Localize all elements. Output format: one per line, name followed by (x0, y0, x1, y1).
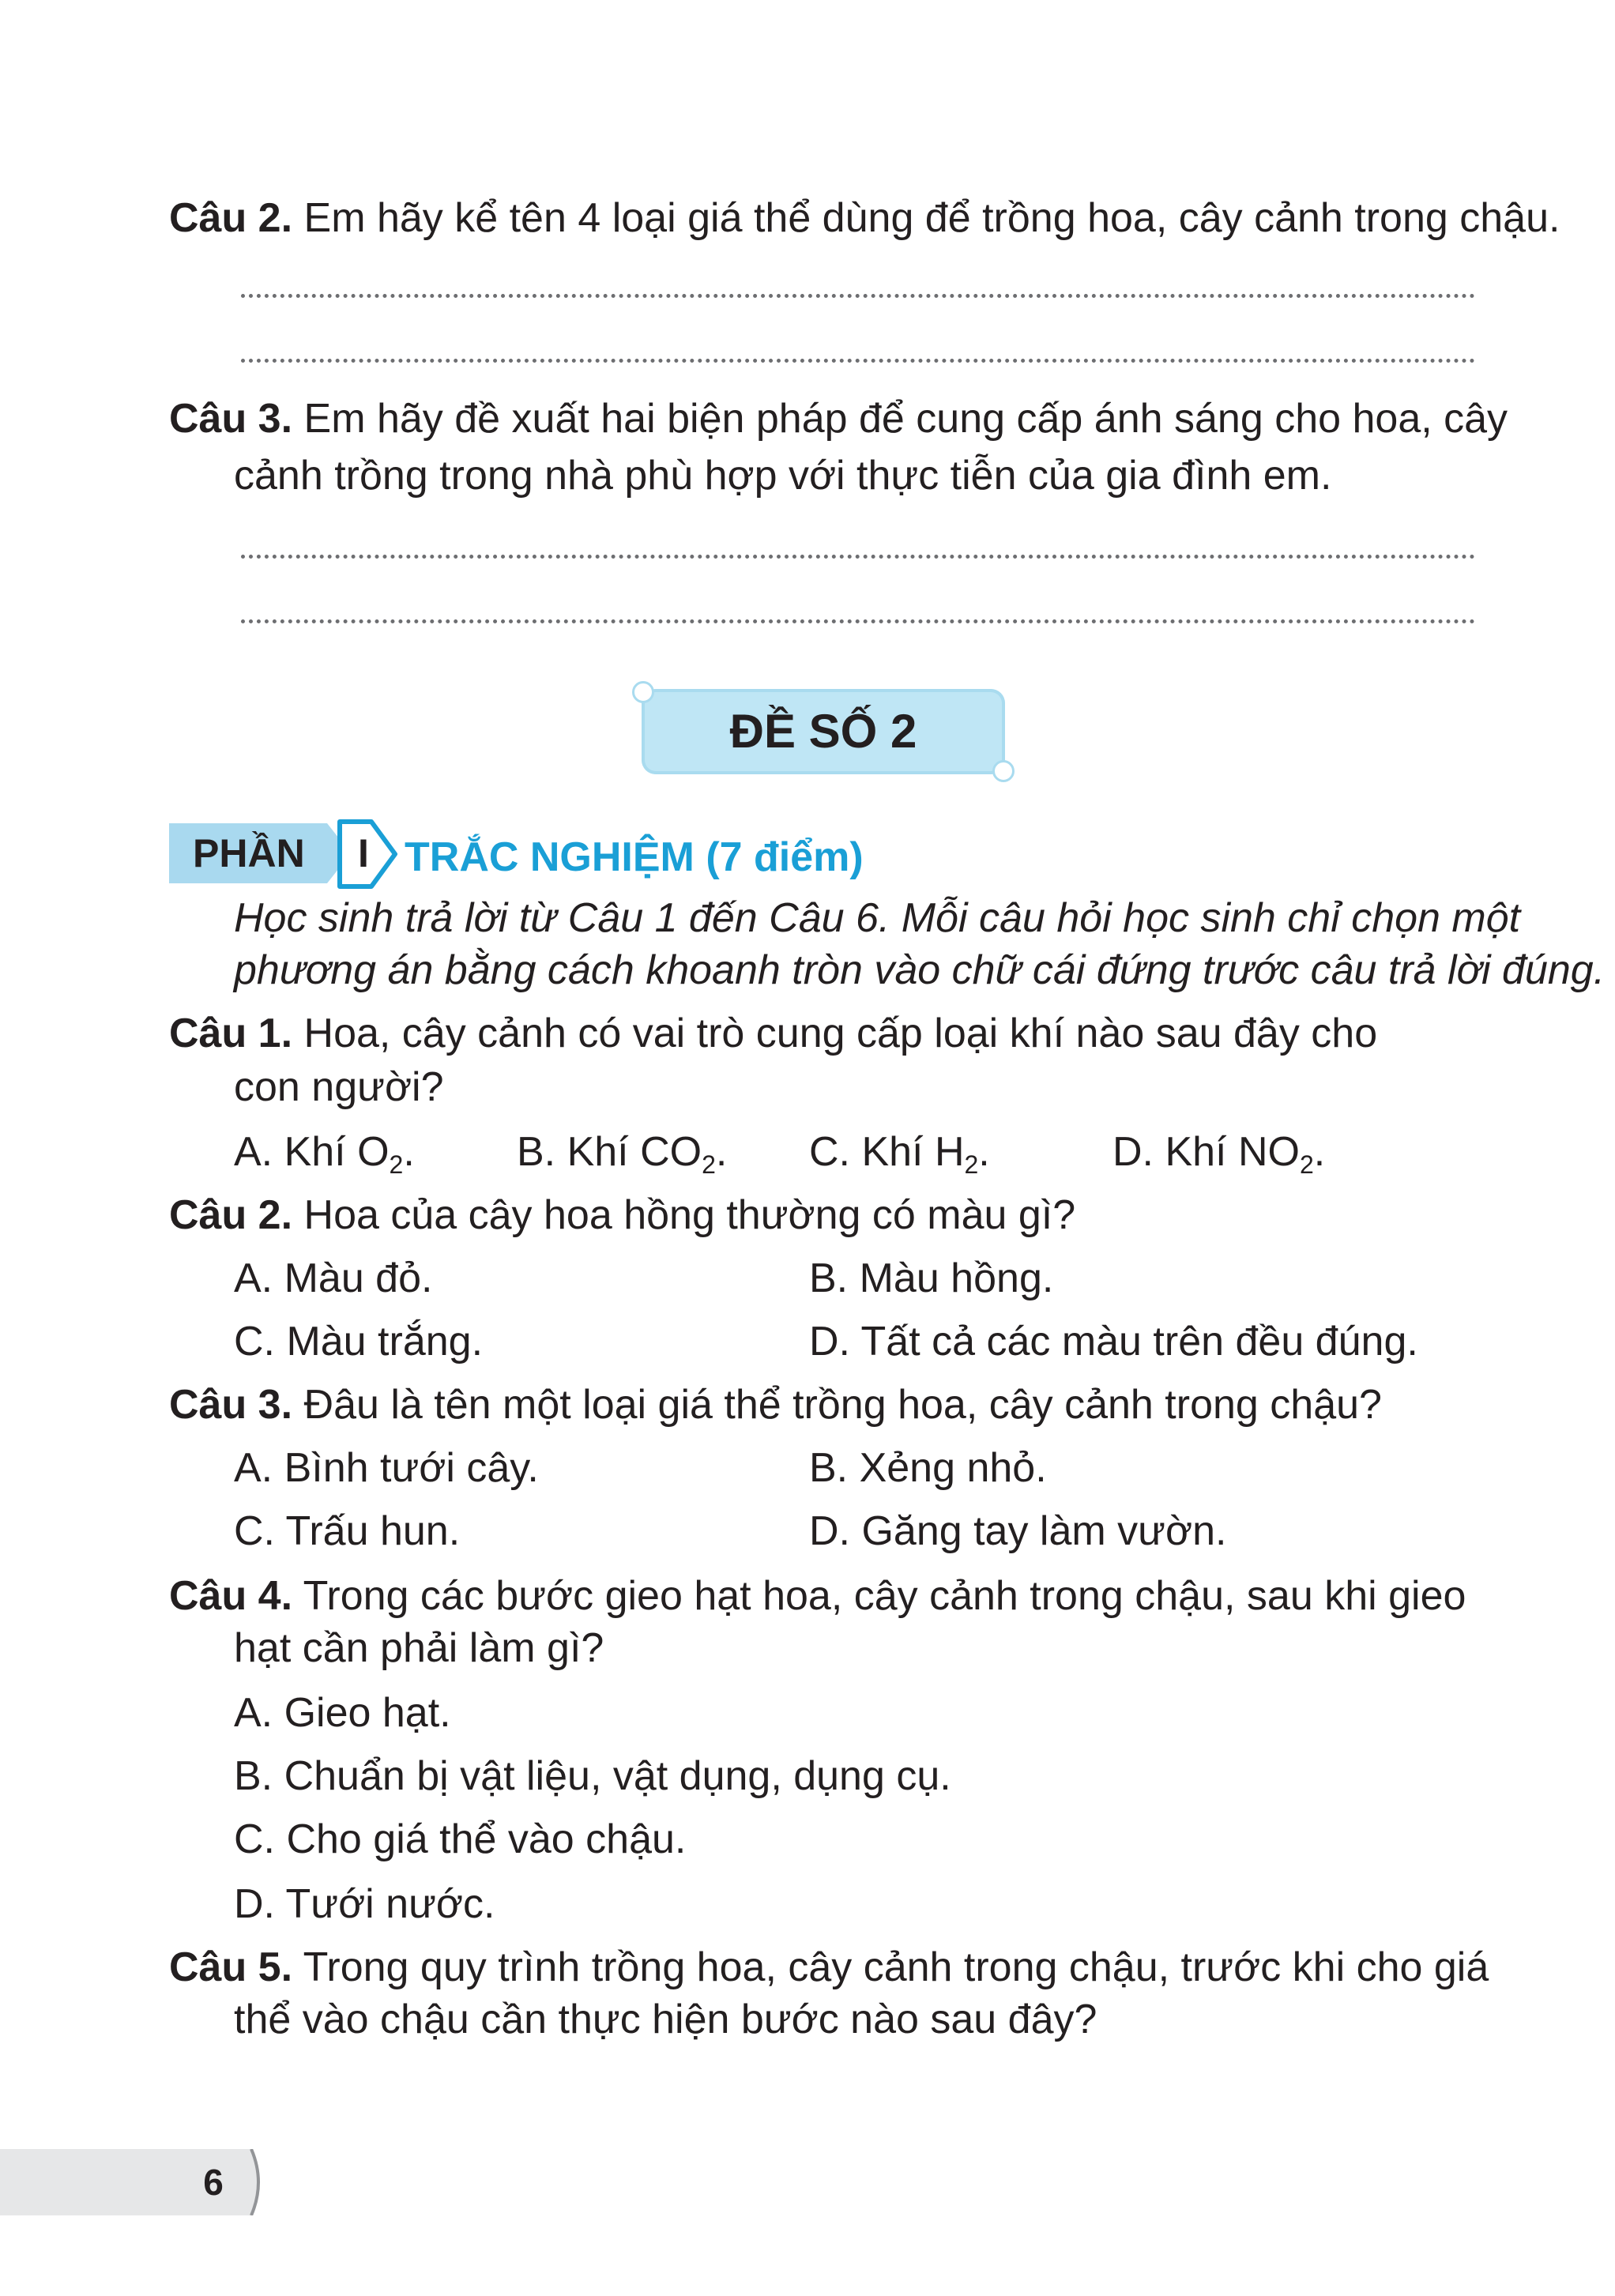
section-number: I (358, 831, 369, 875)
question-number: Câu 1. (169, 1011, 293, 1056)
option-c: C. Cho giá thể vào chậu. (234, 1816, 687, 1862)
question-1 (169, 1010, 1377, 1057)
question-5 (169, 1944, 1489, 1991)
answer-line (241, 294, 1475, 298)
exam-title: ĐỀ SỐ 2 (729, 705, 917, 758)
question-number: Câu 2. (169, 1192, 293, 1238)
subscript: 2 (702, 1150, 716, 1179)
option-text: C. Khí H (809, 1129, 965, 1175)
subscript: 2 (964, 1150, 979, 1179)
option-d (1112, 1128, 1326, 1179)
option-period: . (715, 1129, 728, 1175)
question-5-line2: thể vào chậu cần thực hiện bước nào sau đây? (234, 1997, 1097, 2042)
question-3 (169, 1381, 1382, 1428)
option-b (517, 1128, 728, 1179)
question-number: Câu 2. (169, 195, 293, 241)
question-number: Câu 4. (169, 1573, 293, 1619)
option-period: . (978, 1129, 990, 1175)
option-d: D. Tưới nước. (234, 1881, 495, 1927)
option-text: D. Khí NO (1112, 1129, 1300, 1175)
option-a: A. Gieo hạt. (234, 1690, 451, 1736)
option-b: B. Xẻng nhỏ. (809, 1445, 1047, 1491)
question-number: Câu 5. (169, 1944, 293, 1990)
option-text: A. Khí O (234, 1129, 390, 1175)
section-tag-label: PHẦN (193, 831, 305, 875)
subscript: 2 (1299, 1150, 1314, 1179)
answer-line (241, 555, 1475, 559)
question-text: Trong các bước gieo hạt hoa, cây cảnh trong chậu, sau khi gieo (292, 1573, 1466, 1619)
option-c: C. Màu trắng. (234, 1319, 484, 1364)
de1-question-2 (169, 194, 1560, 242)
section-title: TRẮC NGHIỆM (7 điểm) (405, 834, 864, 880)
question-1-line2: con người? (234, 1064, 444, 1110)
option-c: C. Trấu hun. (234, 1508, 461, 1554)
page-number: 6 (203, 2162, 224, 2203)
question-number: Câu 3. (169, 1382, 293, 1428)
question-4-line2: hạt cần phải làm gì? (234, 1625, 604, 1671)
question-number: Câu 3. (169, 396, 293, 442)
answer-line (241, 359, 1475, 363)
question-text: Hoa, cây cảnh có vai trò cung cấp loại khí nào sau đây cho (292, 1011, 1378, 1056)
option-c (809, 1128, 990, 1179)
option-b: B. Màu hồng. (809, 1255, 1054, 1301)
option-d: D. Găng tay làm vườn. (809, 1508, 1227, 1554)
question-text: Trong quy trình trồng hoa, cây cảnh trong chậu, trước khi cho giá (292, 1944, 1489, 1990)
question-2 (169, 1191, 1075, 1239)
question-4 (169, 1572, 1466, 1620)
option-period: . (1313, 1129, 1326, 1175)
question-text: Em hãy đề xuất hai biện pháp để cung cấp ánh sáng cho hoa, cây (292, 396, 1508, 442)
option-a: A. Bình tưới cây. (234, 1445, 539, 1491)
instruction-line: Học sinh trả lời từ Câu 1 đến Câu 6. Mỗi câu hỏi học sinh chỉ chọn một (234, 895, 1521, 941)
option-text: B. Khí CO (517, 1129, 702, 1175)
de1-question-3 (169, 395, 1508, 442)
option-a (234, 1128, 415, 1179)
subscript: 2 (389, 1150, 404, 1179)
instruction-line: phương án bằng cách khoanh tròn vào chữ cái đứng trước câu trả lời đúng. (234, 947, 1606, 993)
exam-title-badge (642, 689, 1005, 774)
question-text: Em hãy kể tên 4 loại giá thể dùng để trồng hoa, cây cảnh trong chậu. (292, 195, 1560, 241)
option-a: A. Màu đỏ. (234, 1255, 433, 1301)
option-d: D. Tất cả các màu trên đều đúng. (809, 1319, 1418, 1364)
option-b: B. Chuẩn bị vật liệu, vật dụng, dụng cụ. (234, 1753, 951, 1799)
question-text: Đâu là tên một loại giá thể trồng hoa, cây cảnh trong chậu? (292, 1382, 1382, 1428)
de1-question-3-line2: cảnh trồng trong nhà phù hợp với thực tiễn của gia đình em. (234, 453, 1332, 499)
question-text: Hoa của cây hoa hồng thường có màu gì? (292, 1192, 1076, 1238)
option-period: . (403, 1129, 415, 1175)
answer-line (241, 619, 1475, 623)
